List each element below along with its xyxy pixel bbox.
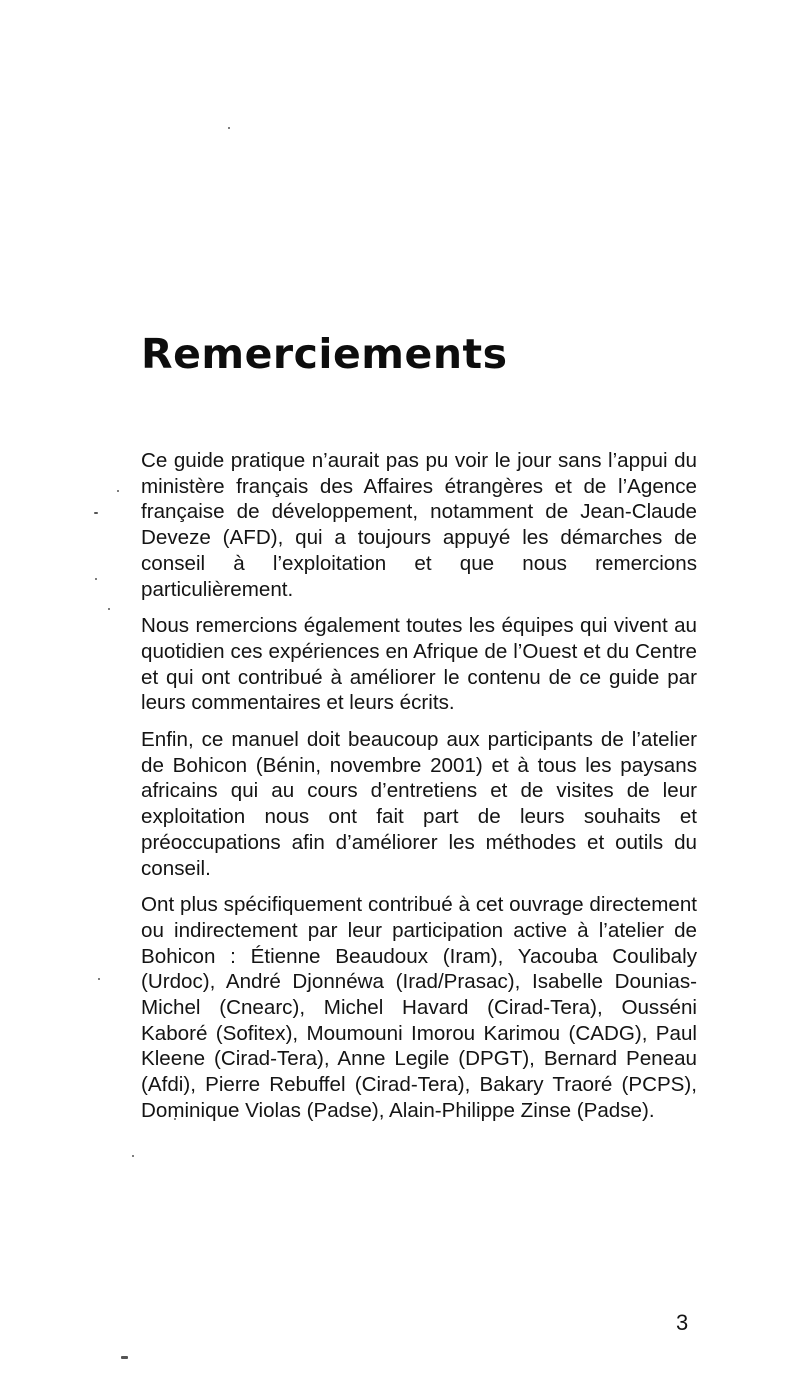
scan-speck	[132, 1155, 134, 1157]
scan-speck	[95, 578, 97, 580]
page-title: Remerciements	[141, 330, 508, 378]
paragraph-participants: Enfin, ce manuel doit beaucoup aux participants de l’atelier de Bohicon (Bénin, novembre 2001) et à tous les paysans africains qui au cours d’entretiens et de visites de leur exploitation nous ont fait part de leurs souhaits et préoccupations afin d’améliorer les méthodes et outils du conseil.	[141, 728, 697, 880]
scan-speck	[121, 1356, 128, 1359]
scan-speck	[94, 512, 98, 514]
paragraph-teams: Nous remercions également toutes les équipes qui vivent au quotidien ces expériences en Afrique de l’Ouest et du Centre et qui ont contribué à améliorer le contenu de ce guide par leurs commentaires et leurs écrits.	[141, 614, 697, 715]
paragraph-support: Ce guide pratique n’aurait pas pu voir le jour sans l’appui du ministère français des Affaires étrangères et de l’Agence française de développement, notamment de Jean-Claude Deveze (AFD), qui a toujours appuyé les démarches de conseil à l’exploitation et que nous remercions particulièrement.	[141, 449, 697, 601]
scan-speck	[108, 608, 110, 610]
scan-speck	[117, 490, 119, 492]
paragraph-contributors: Ont plus spécifiquement contribué à cet ouvrage directement ou indirectement par leur participation active à l’atelier de Bohicon : Étienne Beaudoux (Iram), Yacouba Coulibaly (Urdoc), André Djonnéwa (Irad/Prasac), Isabelle Dounias-Michel (Cnearc), Michel Havard (Cirad-Tera), Ousséni Kaboré (Sofitex), Moumouni Imorou Karimou (CADG), Paul Kleene (Cirad-Tera), Anne Legile (DPGT), Bernard Peneau (Afdi), Pierre Rebuffel (Cirad-Tera), Bakary Traoré (PCPS), Dominique Violas (Padse), Alain-Philippe Zinse (Padse).	[141, 893, 697, 1122]
scan-speck	[228, 127, 230, 129]
acknowledgements-body	[141, 448, 697, 1135]
scan-speck	[98, 978, 100, 980]
page-number: 3	[676, 1310, 689, 1335]
